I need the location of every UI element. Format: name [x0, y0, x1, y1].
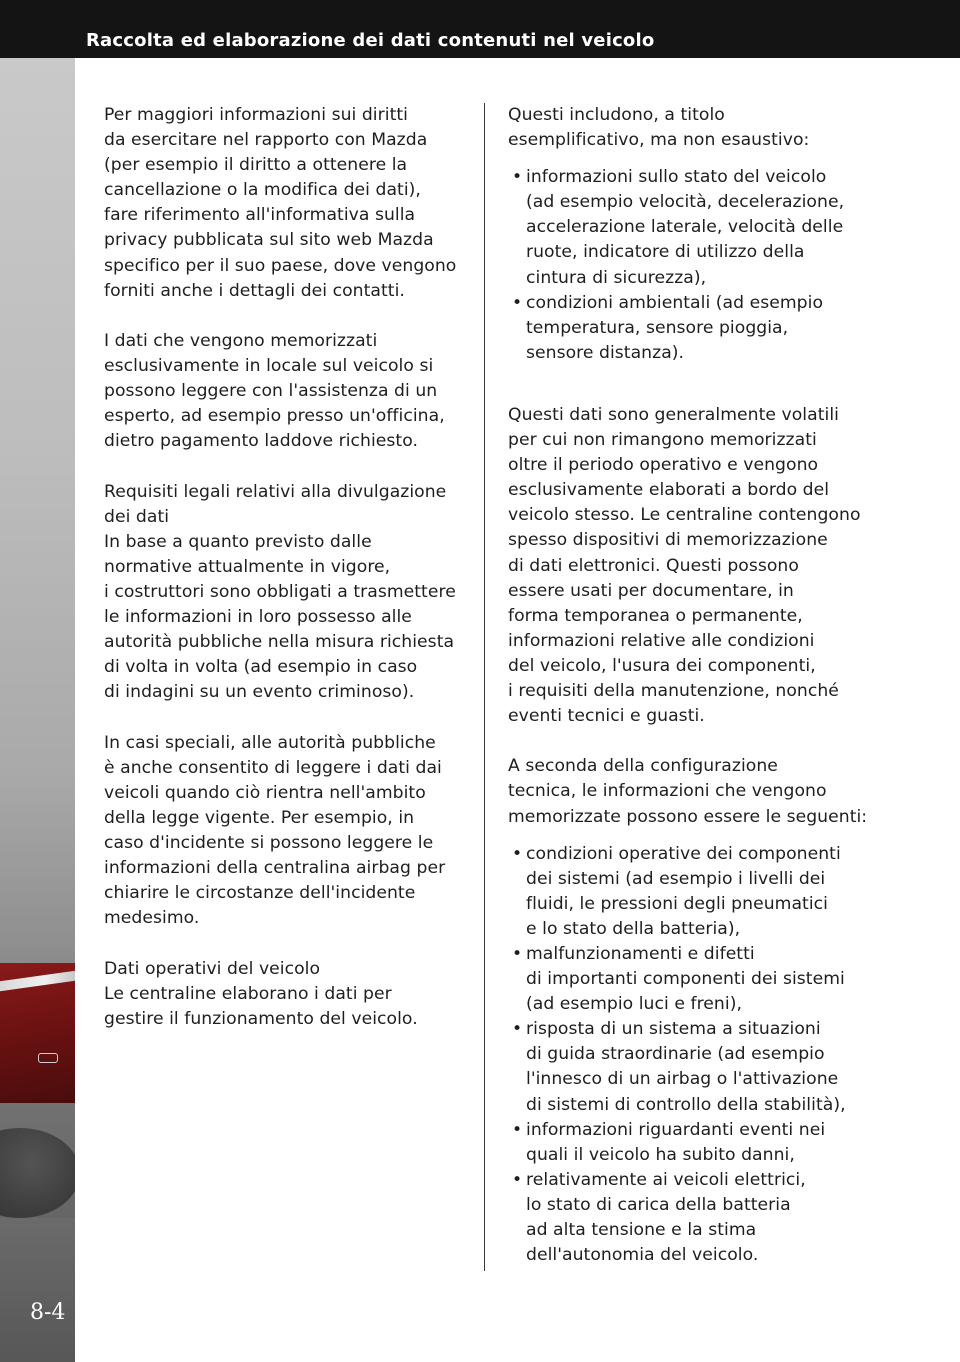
text-line: per cui non rimangono memorizzati	[508, 430, 817, 451]
paragraph-rights	[104, 103, 466, 304]
text-line: dei sistemi (ad esempio i livelli dei	[526, 868, 826, 889]
text-line: privacy pubblicata sul sito web Mazda	[104, 230, 434, 251]
text-line: cintura di sicurezza),	[526, 267, 707, 288]
list-item	[508, 291, 878, 366]
text-line: Requisiti legali relativi alla divulgazione	[104, 481, 447, 502]
text-line: informazioni della centralina airbag per	[104, 858, 446, 879]
text-line: tecnica, le informazioni che vengono	[508, 781, 827, 802]
text-line: dietro pagamento laddove richiesto.	[104, 431, 418, 452]
text-line: • relativamente ai veicoli elettrici,	[526, 1169, 806, 1190]
paragraph-volatile-data	[508, 403, 878, 729]
text-line: forma temporanea o permanente,	[508, 605, 803, 626]
text-line: Questi dati sono generalmente volatili	[508, 404, 839, 425]
paragraph-operating-data	[104, 957, 466, 1032]
text-line: i requisiti della manutenzione, nonché	[508, 680, 839, 701]
paragraph-legal-requirements	[104, 480, 466, 706]
text-line: esemplificativo, ma non esaustivo:	[508, 130, 810, 151]
page-number: 8-4	[30, 1300, 66, 1325]
text-line: • condizioni ambientali (ad esempio	[526, 292, 824, 313]
text-line: esclusivamente in locale sul veicolo si	[104, 356, 434, 377]
paragraph-configuration	[508, 754, 878, 829]
car-wheel-image	[0, 1128, 75, 1218]
text-line: • risposta di un sistema a situazioni	[526, 1019, 821, 1040]
text-line: autorità pubbliche nella misura richiesta	[104, 632, 455, 653]
text-line: possono leggere con l'assistenza di un	[104, 381, 438, 402]
text-line: lo stato di carica della batteria	[526, 1194, 791, 1215]
text-line: i costruttori sono obbligati a trasmettere	[104, 581, 456, 602]
paragraph-includes	[508, 103, 878, 153]
text-line: fare riferimento all'informativa sulla	[104, 205, 416, 226]
text-line: forniti anche i dettagli dei contatti.	[104, 280, 405, 301]
right-column	[508, 103, 878, 1293]
text-line: dei dati	[104, 506, 170, 527]
text-line: spesso dispositivi di memorizzazione	[508, 530, 828, 551]
text-line: veicoli quando ciò rientra nell'ambito	[104, 782, 426, 803]
text-line: • informazioni sullo stato del veicolo	[526, 167, 827, 188]
text-line: • condizioni operative dei componenti	[526, 843, 841, 864]
text-line: caso d'incidente si possono leggere le	[104, 833, 434, 853]
text-line: di dati elettronici. Questi possono	[508, 555, 799, 576]
bullet-list-vehicle-state	[508, 165, 878, 366]
text-line: veicolo stesso. Le centraline contengono	[508, 505, 861, 526]
text-line: di importanti componenti dei sistemi	[526, 969, 845, 990]
sidebar-photo	[0, 58, 75, 1362]
paragraph-local-data	[104, 329, 466, 454]
text-line: fluidi, le pressioni degli pneumatici	[526, 893, 828, 914]
page-header-title: Raccolta ed elaborazione dei dati contenuti nel veicolo	[86, 30, 655, 51]
column-divider	[484, 103, 485, 1271]
road-image	[0, 1218, 75, 1362]
text-line: (per esempio il diritto a ottenere la	[104, 155, 408, 176]
text-line: gestire il funzionamento del veicolo.	[104, 1008, 418, 1029]
list-item	[508, 942, 878, 1017]
text-line: accelerazione laterale, velocità delle	[526, 217, 844, 238]
text-line: eventi tecnici e guasti.	[508, 706, 705, 727]
text-line: Per maggiori informazioni sui diritti	[104, 105, 408, 125]
text-line: del veicolo, l'usura dei componenti,	[508, 655, 816, 676]
text-line: A seconda della configurazione	[508, 756, 778, 777]
text-line: di guida straordinarie (ad esempio	[526, 1044, 825, 1065]
text-line: ad alta tensione e la stima	[526, 1220, 757, 1241]
text-line: e lo stato della batteria),	[526, 918, 741, 939]
text-line: normative attualmente in vigore,	[104, 556, 391, 577]
text-line: • informazioni riguardanti eventi nei	[526, 1119, 826, 1140]
text-line: le informazioni in loro possesso alle	[104, 607, 412, 628]
left-column	[104, 103, 466, 1057]
text-line: essere usati per documentare, in	[508, 580, 794, 601]
list-item	[508, 165, 878, 290]
text-line: oltre il periodo operativo e vengono	[508, 455, 819, 476]
text-line: esperto, ad esempio presso un'officina,	[104, 406, 445, 427]
text-line: di volta in volta (ad esempio in caso	[104, 657, 418, 678]
text-line: cancellazione o la modifica dei dati),	[104, 180, 421, 201]
text-line: Le centraline elaborano i dati per	[104, 983, 392, 1004]
text-line: ruote, indicatore di utilizzo della	[526, 242, 805, 263]
text-line: In base a quanto previsto dalle	[104, 531, 372, 552]
text-line: della legge vigente. Per esempio, in	[104, 807, 415, 828]
list-item	[508, 1118, 878, 1168]
text-line: Dati operativi del veicolo	[104, 958, 321, 979]
text-line: dell'autonomia del veicolo.	[526, 1245, 759, 1266]
text-line: esclusivamente elaborati a bordo del	[508, 480, 830, 501]
text-line: (ad esempio velocità, decelerazione,	[526, 192, 845, 213]
text-line: di indagini su un evento criminoso).	[104, 682, 415, 703]
list-item	[508, 1168, 878, 1268]
text-line: memorizzate possono essere le seguenti:	[508, 806, 868, 827]
text-line: sensore distanza).	[526, 342, 685, 363]
text-line: l'innesco di un airbag o l'attivazione	[526, 1069, 839, 1090]
text-line: • malfunzionamenti e difetti	[526, 944, 755, 964]
text-line: chiarire le circostanze dell'incidente	[104, 883, 416, 904]
paragraph-special-cases	[104, 731, 466, 932]
text-line: è anche consentito di leggere i dati dai	[104, 757, 442, 778]
text-line: temperatura, sensore pioggia,	[526, 317, 789, 338]
text-line: In casi speciali, alle autorità pubbliche	[104, 732, 436, 753]
text-line: di sistemi di controllo della stabilità),	[526, 1094, 846, 1115]
text-line: Questi includono, a titolo	[508, 105, 725, 125]
text-line: quali il veicolo ha subito danni,	[526, 1144, 795, 1165]
text-line: (ad esempio luci e freni),	[526, 994, 742, 1015]
text-line: I dati che vengono memorizzati	[104, 330, 378, 351]
car-emblem-image	[38, 1053, 58, 1063]
text-line: da esercitare nel rapporto con Mazda	[104, 130, 428, 151]
text-line: informazioni relative alle condizioni	[508, 630, 815, 651]
bullet-list-stored-info	[508, 842, 878, 1269]
text-line: medesimo.	[104, 908, 200, 929]
list-item	[508, 842, 878, 942]
list-item	[508, 1017, 878, 1117]
text-line: specifico per il suo paese, dove vengono	[104, 255, 457, 276]
header-bar	[0, 0, 960, 58]
